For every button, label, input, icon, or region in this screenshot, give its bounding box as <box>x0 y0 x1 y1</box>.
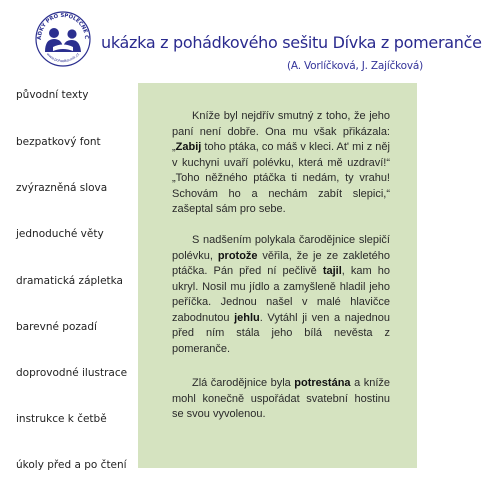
text-run: a kníže mohl konečně uspořádat svatební hostinu se svou vyvolenou. <box>172 377 390 420</box>
text-run: . Vytáhl ji ven a najednou před ním stála jeho bílá nevěsta z pomeranče. <box>172 311 390 355</box>
menu-item-simple-sentences[interactable]: jednoduché věty <box>16 228 104 240</box>
highlighted-word: tajil <box>322 265 342 277</box>
text-run: věřila, že je ze zakletého ptáčka. Pán před ní pečlivě <box>172 249 391 277</box>
menu-item-illustrations[interactable]: doprovodné ilustrace <box>16 367 128 379</box>
story-panel <box>138 83 417 468</box>
text-run: Kníže byl nejdřív smutný z toho, že jeho paní není dobře. Ona mu však přikázala: „ <box>172 110 390 153</box>
menu-item-highlighted-words[interactable]: zvýrazněná slova <box>16 182 108 194</box>
page-title: ukázka z pohádkového sešitu Dívka z pomeranče <box>101 33 482 52</box>
story-paragraph-3 <box>172 376 390 423</box>
menu-item-dramatic-plot[interactable]: dramatická zápletka <box>16 275 123 287</box>
menu-item-original-texts[interactable]: původní texty <box>16 89 89 101</box>
highlighted-word: potrestána <box>294 377 351 389</box>
story-paragraph-2 <box>172 233 390 357</box>
authors-subtitle: (A. Vorlíčková, J. Zajíčková) <box>287 60 424 72</box>
menu-item-tasks[interactable]: úkoly před a po čtení <box>16 459 127 471</box>
logo-emblem <box>32 6 94 68</box>
text-run: , kam ho ukryl. Nosil mu jídlo a zamyšleně hladil jeho peříčka. Jednou našel v malé hlavičce zabodnutou <box>172 265 390 324</box>
menu-item-reading-instructions[interactable]: instrukce k četbě <box>16 413 107 425</box>
highlighted-word: Zabij <box>175 141 202 153</box>
logo <box>32 6 94 68</box>
text-run: toho ptáka, co máš v kleci. At' mi z něj v kuchyni uvaří polévku, která mě uzdraví!“ „Toho něžného ptáčka ti nedám, ty vrahu! Schovám ho a nechám zabít slepici,“ zašeptal sám pro sebe. <box>172 141 390 215</box>
highlighted-word: protože <box>217 249 258 262</box>
text-run: Zlá čarodějnice byla <box>192 377 295 389</box>
text-run: S nadšením polykala čarodějnice slepičí polévku, <box>172 234 390 262</box>
logo-url: www.pohadkovnik.cz <box>45 52 81 64</box>
highlighted-word: jehlu <box>234 311 260 324</box>
menu-item-colored-background[interactable]: barevné pozadí <box>16 321 97 333</box>
story-paragraph-1 <box>172 109 390 218</box>
menu-item-sans-serif-font[interactable]: bezpatkový font <box>16 136 101 148</box>
logo-text: ÁDKY PRO SPOLEČNÉ Č <box>36 12 90 41</box>
